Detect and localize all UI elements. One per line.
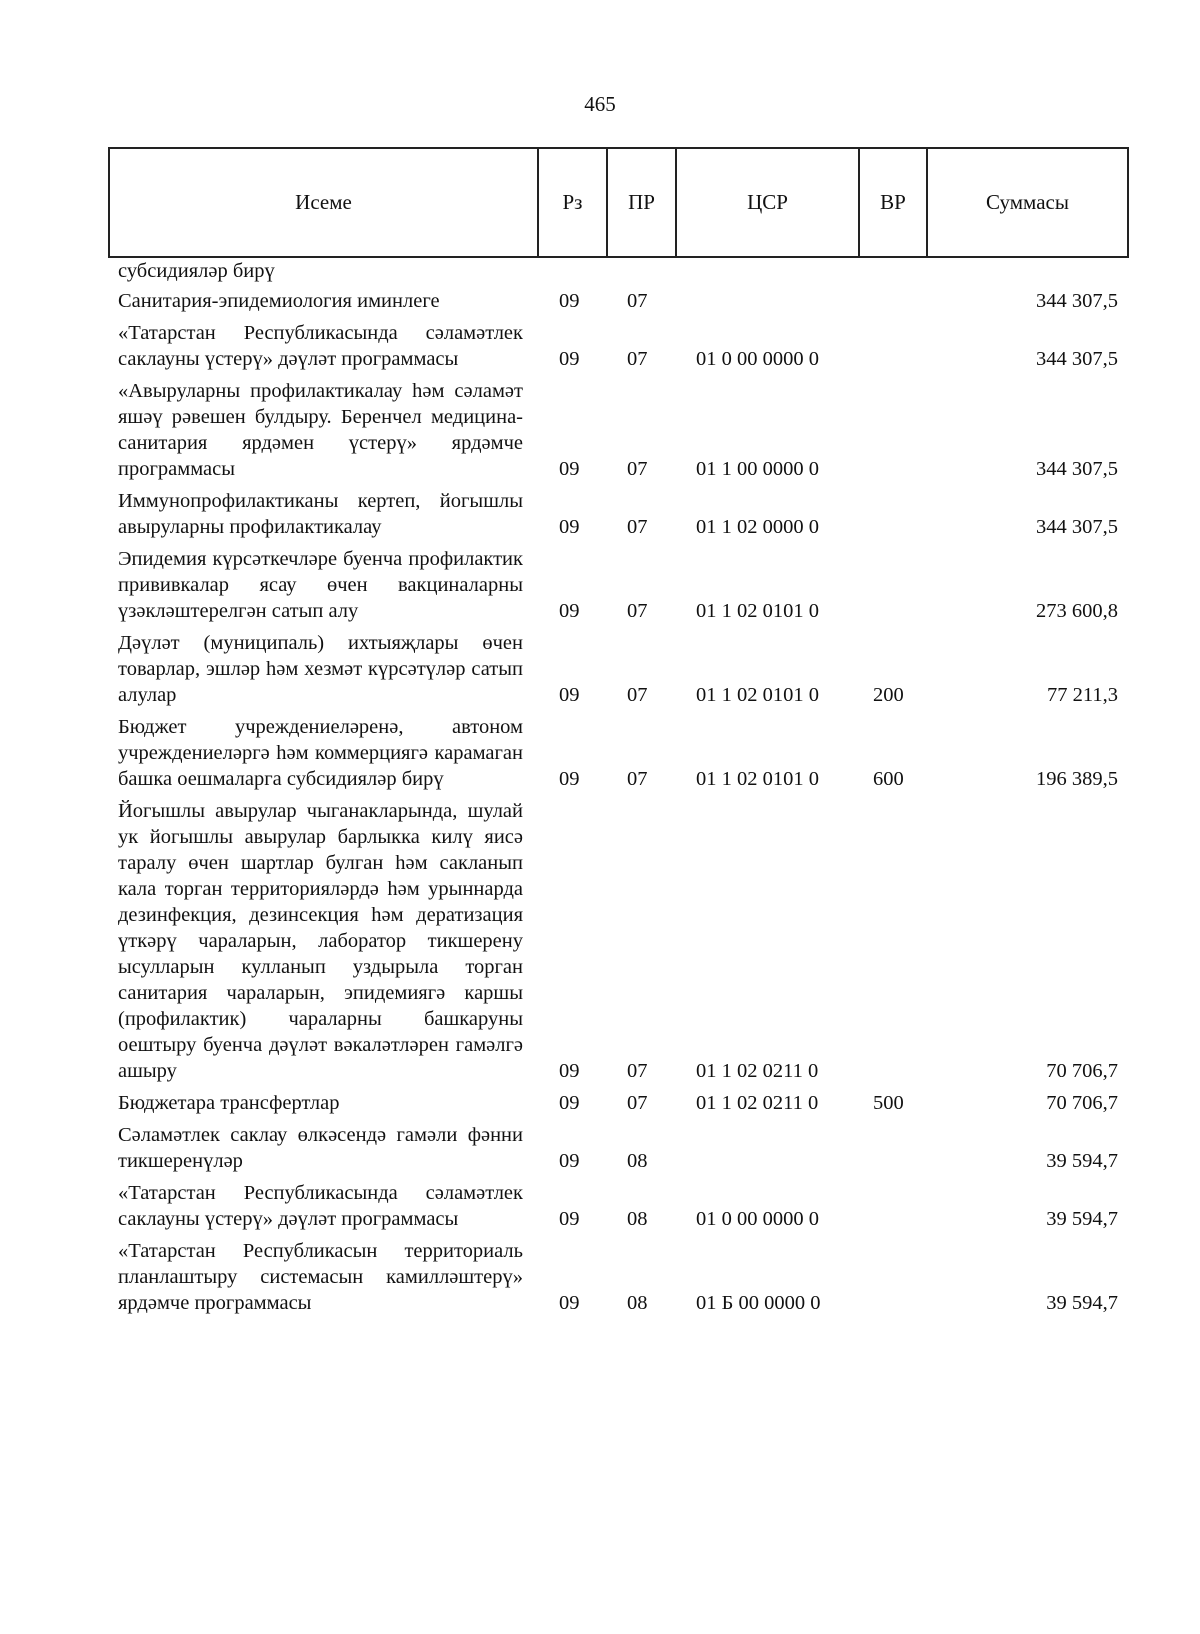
row-pr: 07 bbox=[627, 1060, 648, 1082]
table-body bbox=[0, 258, 1200, 1322]
row-pr: 07 bbox=[627, 290, 648, 312]
table-row bbox=[0, 1180, 1200, 1232]
table-row bbox=[0, 630, 1200, 708]
row-name: субсидияләр бирү bbox=[118, 260, 275, 282]
row-pr: 07 bbox=[627, 516, 648, 538]
row-name: Сәламәтлек саклау өлкәсендә гамәли фәнни тикшеренүләр bbox=[118, 1124, 523, 1172]
row-csr: 01 1 02 0211 0 bbox=[696, 1060, 819, 1082]
row-pr: 07 bbox=[627, 1092, 648, 1114]
table-header bbox=[108, 147, 1129, 258]
row-sum: 39 594,7 bbox=[1046, 1292, 1118, 1314]
row-rz: 09 bbox=[559, 1150, 580, 1172]
row-name: «Авыруларны профилактикалау һәм сәламәт яшәү рәвешен булдыру. Беренчел медицина-санитария ярдәмен үстерү» ярдәмче программасы bbox=[118, 380, 523, 480]
row-sum: 196 389,5 bbox=[1036, 768, 1118, 790]
row-csr: 01 1 00 0000 0 bbox=[696, 458, 819, 480]
row-name: Эпидемия күрсәткечләре буенча профилактик прививкалар ясау өчен вакциналарны үзәкләштерелгән сатып алу bbox=[118, 548, 523, 622]
row-name: Йогышлы авырулар чыганакларында, шулай ук йогышлы авырулар барлыкка килү яисә таралу өчен шартлар булган һәм сакланып кала торган территорияләрдә һәм урыннарда дезинфекция, дезинсекция һәм дератизация үткәрү чараларын, лаборатор тикшерену ысулларын кулланып уздырыла торган санитария чараларын, эпидемиягә каршы (профилактик) чараларны башкаруны оештыру буенча дәүләт вәкаләтләрен гамәлгә ашыру bbox=[118, 800, 523, 1082]
column-header-name: Исеме bbox=[110, 149, 539, 256]
row-name: Иммунопрофилактиканы кертеп, йогышлы авыруларны профилактикалау bbox=[118, 490, 523, 538]
row-pr: 07 bbox=[627, 768, 648, 790]
table-row bbox=[0, 714, 1200, 792]
table-row bbox=[0, 1238, 1200, 1316]
row-rz: 09 bbox=[559, 516, 580, 538]
row-rz: 09 bbox=[559, 600, 580, 622]
row-vr: 500 bbox=[873, 1092, 904, 1114]
row-vr: 600 bbox=[873, 768, 904, 790]
column-header-rz: Рз bbox=[539, 149, 608, 256]
row-sum: 344 307,5 bbox=[1036, 290, 1118, 312]
row-name: «Татарстан Республикасында сәламәтлек саклауны үстерү» дәүләт программасы bbox=[118, 1182, 523, 1230]
row-rz: 09 bbox=[559, 458, 580, 480]
row-csr: 01 0 00 0000 0 bbox=[696, 1208, 819, 1230]
row-sum: 70 706,7 bbox=[1046, 1060, 1118, 1082]
row-csr: 01 1 02 0101 0 bbox=[696, 768, 819, 790]
column-header-pr: ПР bbox=[608, 149, 677, 256]
row-name: Санитария-эпидемиология иминлеге bbox=[118, 290, 440, 312]
row-pr: 08 bbox=[627, 1150, 648, 1172]
row-csr: 01 1 02 0211 0 bbox=[696, 1092, 819, 1114]
row-pr: 08 bbox=[627, 1292, 648, 1314]
row-rz: 09 bbox=[559, 684, 580, 706]
row-rz: 09 bbox=[559, 1092, 580, 1114]
row-sum: 70 706,7 bbox=[1046, 1092, 1118, 1114]
row-sum: 344 307,5 bbox=[1036, 348, 1118, 370]
table-row bbox=[0, 546, 1200, 624]
row-name: «Татарстан Республикасында сәламәтлек саклауны үстерү» дәүләт программасы bbox=[118, 322, 523, 370]
row-name: Дәүләт (муниципаль) ихтыяҗлары өчен товарлар, эшләр һәм хезмәт күрсәтүләр сатып алулар bbox=[118, 632, 523, 706]
row-pr: 08 bbox=[627, 1208, 648, 1230]
row-name: «Татарстан Республикасын территориаль планлаштыру системасын камилләштерү» ярдәмче программасы bbox=[118, 1240, 523, 1314]
row-pr: 07 bbox=[627, 458, 648, 480]
row-rz: 09 bbox=[559, 1292, 580, 1314]
row-sum: 39 594,7 bbox=[1046, 1150, 1118, 1172]
table-row bbox=[0, 798, 1200, 1084]
row-rz: 09 bbox=[559, 1060, 580, 1082]
row-rz: 09 bbox=[559, 1208, 580, 1230]
row-sum: 344 307,5 bbox=[1036, 458, 1118, 480]
table-row bbox=[0, 320, 1200, 372]
row-csr: 01 0 00 0000 0 bbox=[696, 348, 819, 370]
table-row bbox=[0, 288, 1200, 314]
row-rz: 09 bbox=[559, 348, 580, 370]
row-sum: 273 600,8 bbox=[1036, 600, 1118, 622]
table-row bbox=[0, 488, 1200, 540]
row-csr: 01 Б 00 0000 0 bbox=[696, 1292, 821, 1314]
row-sum: 77 211,3 bbox=[1047, 684, 1118, 706]
row-sum: 39 594,7 bbox=[1046, 1208, 1118, 1230]
page-number: 465 bbox=[584, 92, 616, 116]
row-pr: 07 bbox=[627, 348, 648, 370]
row-rz: 09 bbox=[559, 768, 580, 790]
row-name: Бюджетара трансфертлар bbox=[118, 1092, 340, 1114]
column-header-vr: ВР bbox=[860, 149, 928, 256]
column-header-csr: ЦСР bbox=[677, 149, 860, 256]
table-row bbox=[0, 258, 1200, 284]
row-vr: 200 bbox=[873, 684, 904, 706]
row-pr: 07 bbox=[627, 600, 648, 622]
row-csr: 01 1 02 0101 0 bbox=[696, 600, 819, 622]
table-row bbox=[0, 1090, 1200, 1116]
row-pr: 07 bbox=[627, 684, 648, 706]
row-csr: 01 1 02 0000 0 bbox=[696, 516, 819, 538]
row-name: Бюджет учреждениеләренә, автоном учреждениеләргә һәм коммерциягә карамаган башка оешмаларга субсидияләр бирү bbox=[118, 716, 523, 790]
column-header-sum: Суммасы bbox=[986, 190, 1069, 214]
row-csr: 01 1 02 0101 0 bbox=[696, 684, 819, 706]
row-sum: 344 307,5 bbox=[1036, 516, 1118, 538]
table-row bbox=[0, 378, 1200, 482]
table-row bbox=[0, 1122, 1200, 1174]
row-rz: 09 bbox=[559, 290, 580, 312]
